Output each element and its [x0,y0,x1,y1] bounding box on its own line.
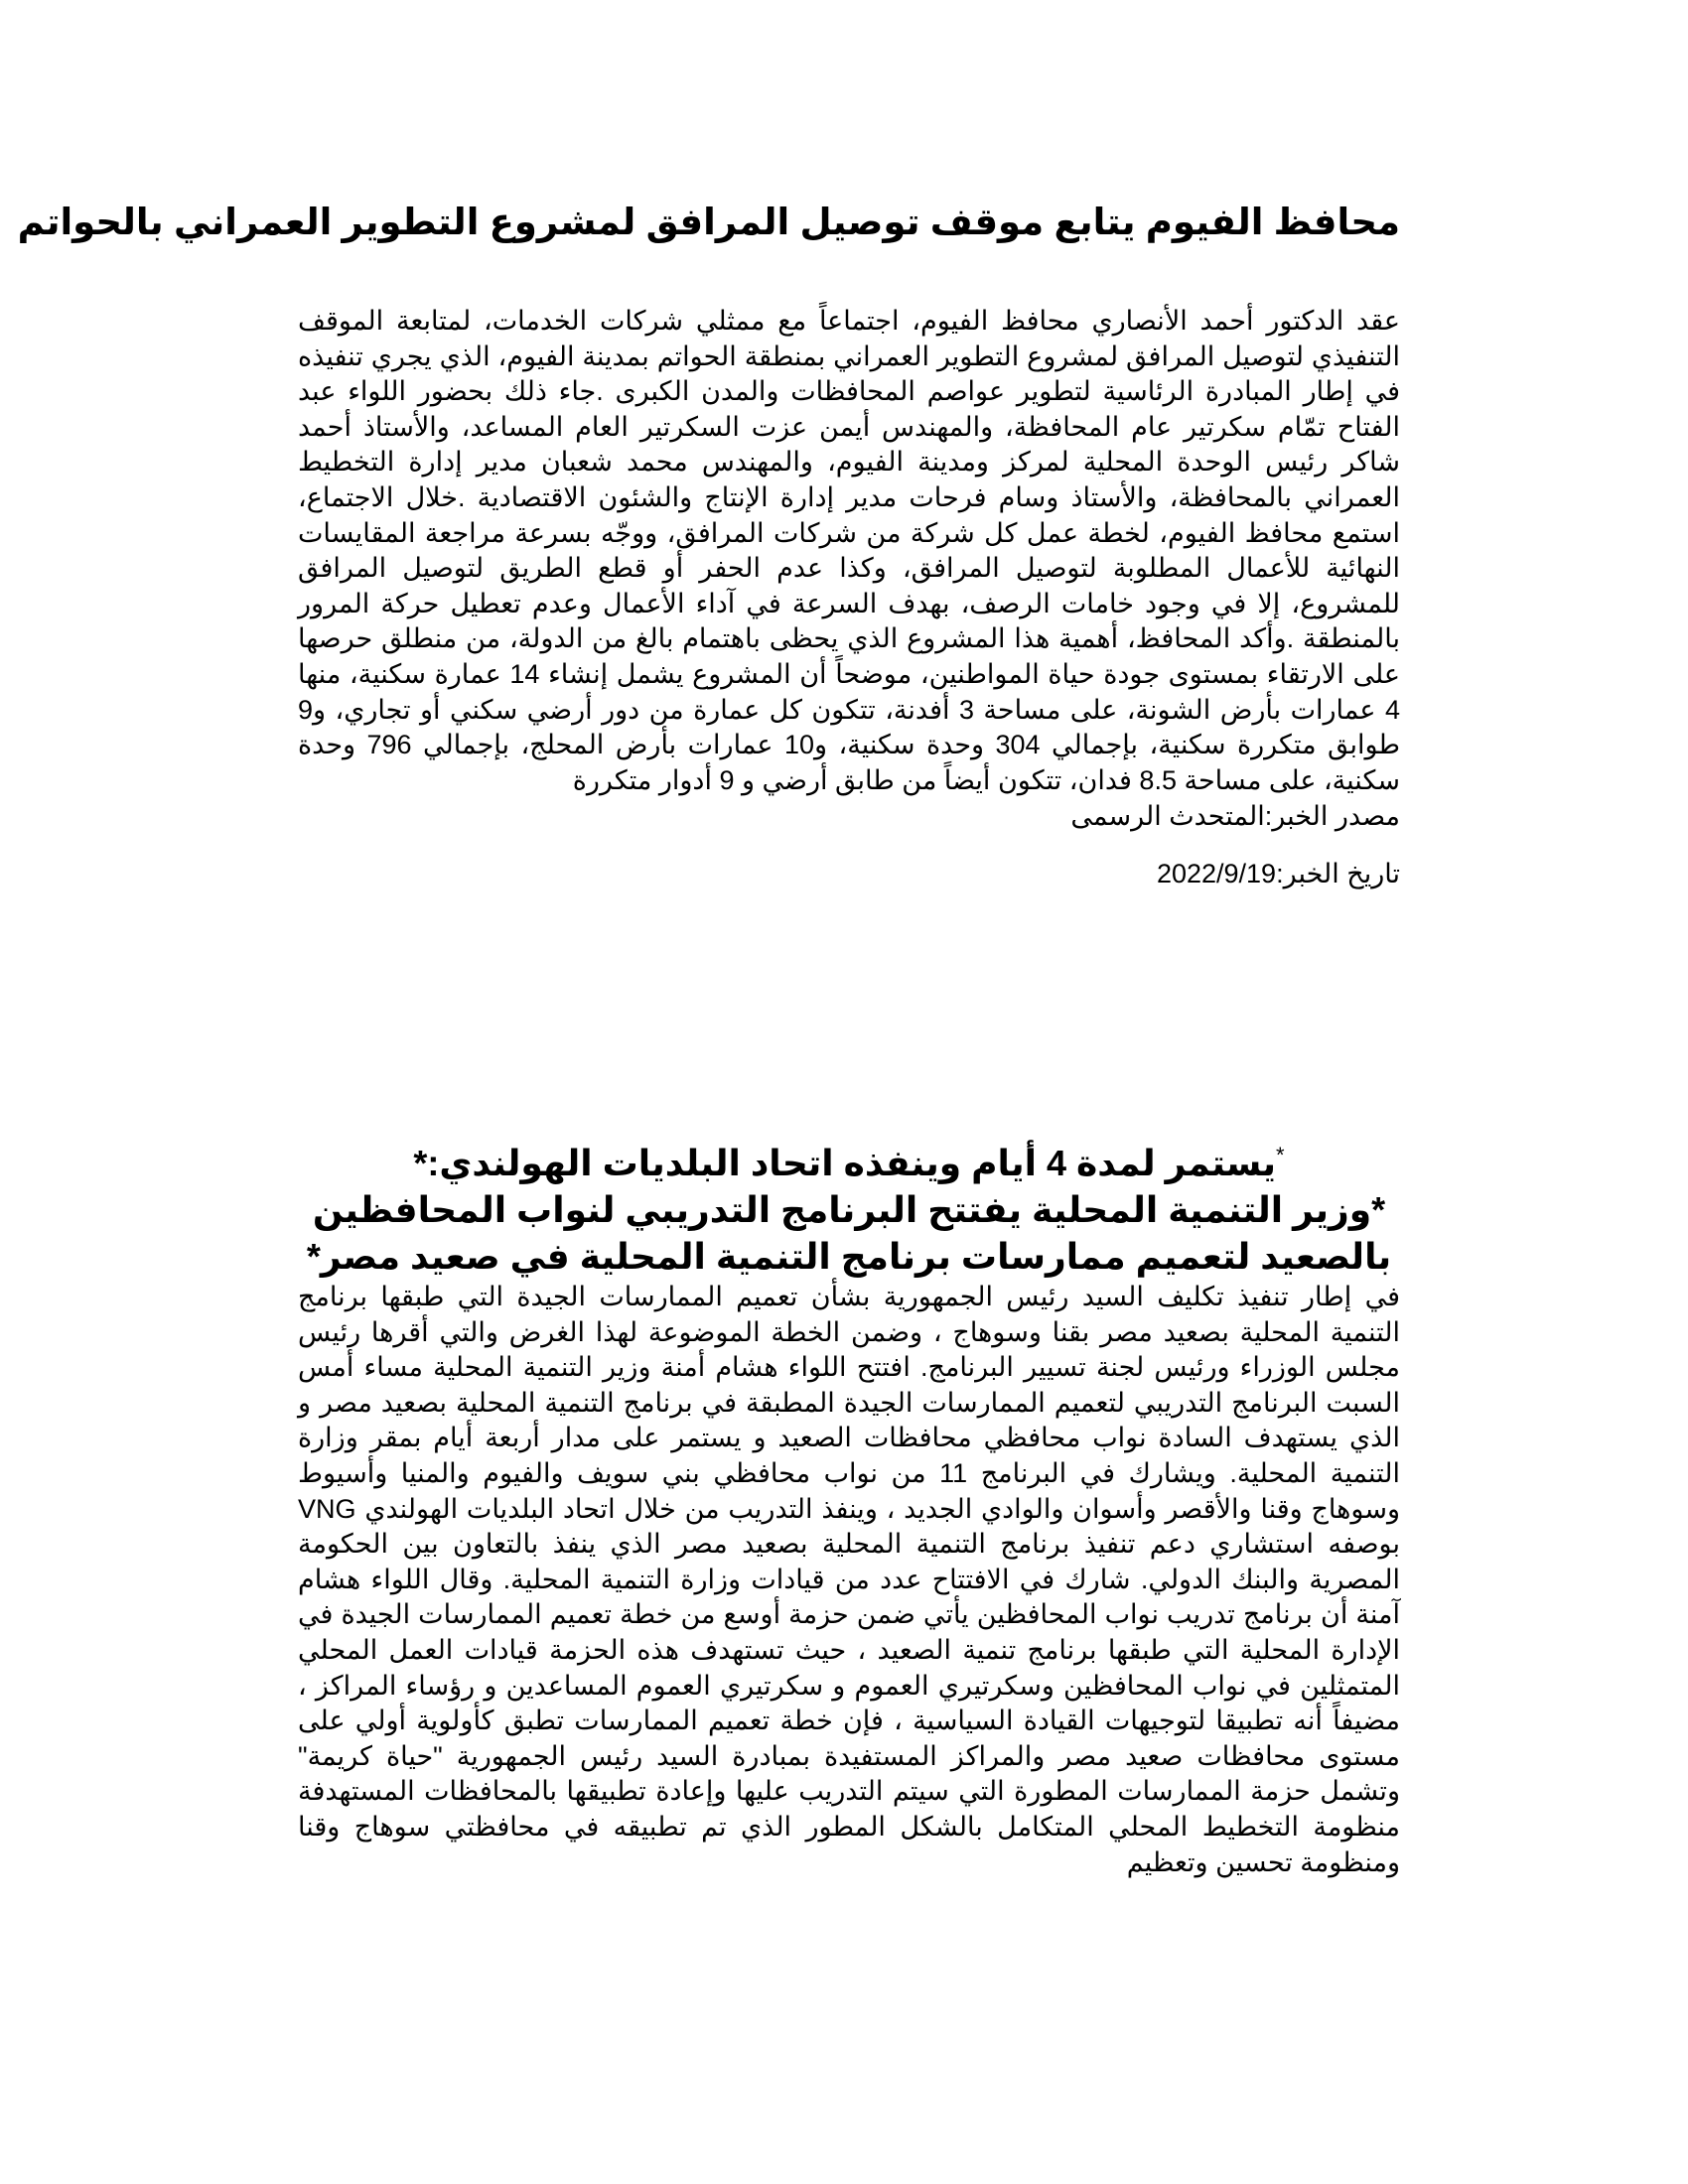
article-body: في إطار تنفيذ تكليف السيد رئيس الجمهورية بشأن تعميم الممارسات الجيدة التي طبقها برنامج التنمية المحلية بصعيد مصر بقنا وسوهاج ، وضمن الخطة الموضوعة لهذا الغرض والتي أقرها رئيس مجلس الوزراء ورئيس لجنة تسيير البرنامج. افتتح اللواء هشام أمنة وزير التنمية المحلية مساء أمس السبت البرنامج التدريبي لتعميم الممارسات الجيدة المطبقة في برنامج التنمية المحلية بصعيد مصر و الذي يستهدف السادة نواب محافظي محافظات الصعيد و يستمر على مدار أربعة أيام بمقر وزارة التنمية المحلية. ويشارك في البرنامج 11 من نواب محافظي بني سويف والفيوم والمنيا وأسيوط وسوهاج وقنا والأقصر وأسوان والوادي الجديد ، وينفذ التدريب من خلال اتحاد البلديات الهولندي VNG بوصفه استشاري دعم تنفيذ برنامج التنمية المحلية بصعيد مصر الذي ينفذ بالتعاون بين الحكومة المصرية والبنك الدولي. شارك في الافتتاح عدد من قيادات وزارة التنمية المحلية. وقال اللواء هشام آمنة أن برنامج تدريب نواب المحافظين يأتي ضمن حزمة أوسع من خطة تعميم الممارسات الجيدة في الإدارة المحلية التي طبقها برنامج تنمية الصعيد ، حيث تستهدف هذه الحزمة قيادات العمل المحلي المتمثلين في نواب المحافظين وسكرتيري العموم و سكرتيري العموم المساعدين و رؤساء المراكز ، مضيفاً أنه تطبيقا لتوجيهات القيادة السياسية ، فإن خطة تعميم الممارسات تطبق كأولوية أولي على مستوى محافظات صعيد مصر والمراكز المستفيدة بمبادرة السيد رئيس الجمهورية "حياة كريمة" وتشمل حزمة الممارسات المطورة التي سيتم التدريب عليها وإعادة تطبيقها بالمحافظات المستهدفة منظومة التخطيط المحلي المتكامل بالشكل المطور الذي تم تطبيقه في محافظتي سوهاج وقنا ومنظومة تحسين وتعظيم [298,1282,1400,1877]
headline-line-2: *وزير التنمية المحلية يفتتح البرنامج التدريبي لنواب المحافظين بالصعيد لتعميم ممارسات برنامج التنمية المحلية في صعيد مصر* [306,1189,1392,1277]
headline-star: * [1276,1143,1285,1167]
headline-line-1: يستمر لمدة 4 أيام وينفذه اتحاد البلديات الهولندي:* [413,1143,1277,1183]
article-headline: محافظ الفيوم يتابع موقف توصيل المرافق لمشروع التطوير العمراني بالحواتم [17,202,1400,242]
article-headline [298,1132,1400,1280]
article-body: عقد الدكتور أحمد الأنصاري محافظ الفيوم، اجتماعاً مع ممثلي شركات الخدمات، لمتابعة الموقف التنفيذي لتوصيل المرافق لمشروع التطوير العمراني بمنطقة الحواتم بمدينة الفيوم، الذي يجري تنفيذه في إطار المبادرة الرئاسية لتطوير عواصم المحافظات والمدن الكبرى .جاء ذلك بحضور اللواء عبد الفتاح تمّام سكرتير عام المحافظة، والمهندس أيمن عزت السكرتير العام المساعد، والأستاذ أحمد شاكر رئيس الوحدة المحلية لمركز ومدينة الفيوم، والمهندس محمد شعبان مدير إدارة التخطيط العمراني بالمحافظة، والأستاذ وسام فرحات مدير إدارة الإنتاج والشئون الاقتصادية .خلال الاجتماع، استمع محافظ الفيوم، لخطة عمل كل شركة من شركات المرافق، ووجّه بسرعة مراجعة المقايسات النهائية للأعمال المطلوبة لتوصيل المرافق، وكذا عدم الحفر أو قطع الطريق لتوصيل المرافق للمشروع، إلا في وجود خامات الرصف، بهدف السرعة في آداء الأعمال وعدم تعطيل حركة المرور بالمنطقة .وأكد المحافظ، أهمية هذا المشروع الذي يحظى باهتمام بالغ من الدولة، من منطلق حرصها على الارتقاء بمستوى جودة حياة المواطنين، موضحاً أن المشروع يشمل إنشاء 14 عمارة سكنية، منها 4 عمارات بأرض الشونة، على مساحة 3 أفدنة، تتكون كل عمارة من دور أرضي سكني أو تجاري، و9 طوابق متكررة سكنية، بإجمالي 304 وحدة سكنية، و10 عمارات بأرض المحلج، بإجمالي 796 وحدة سكنية، على مساحة 8.5 فدان، تتكون أيضاً من طابق أرضي و 9 أدوار متكررة [298,306,1401,795]
news-article-fayoum [17,199,1401,891]
news-article-local-development [298,1132,1400,1880]
article-date: تاريخ الخبر:2022/9/19 [1156,859,1400,889]
article-source: مصدر الخبر:المتحدث الرسمى [1070,801,1400,832]
